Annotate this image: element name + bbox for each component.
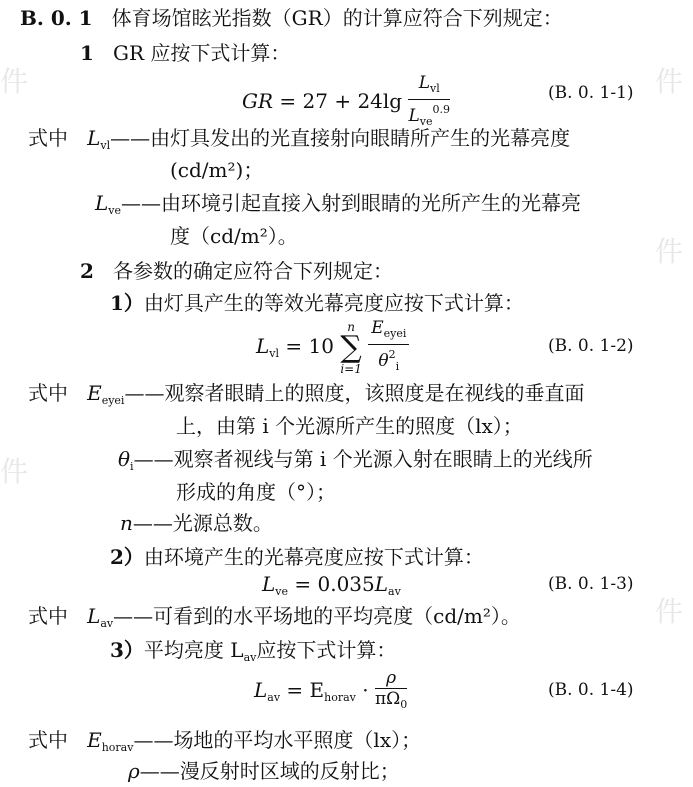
item-2-number: 2: [80, 259, 94, 283]
where1-desc2b: 度（cd/m²）。: [170, 224, 298, 248]
where1-desc1a: ——由灯具发出的光直接射向眼睛所产生的光幕亮度: [110, 126, 571, 150]
eq2-den-sup: 2: [388, 348, 396, 361]
where2-line3: [120, 510, 273, 536]
sub-item-2: [110, 544, 484, 570]
where2-desc1a: ——观察者眼睛上的照度，该照度是在视线的垂直面: [124, 381, 585, 405]
equation-2: [256, 316, 409, 384]
where2-sym1-sub: eyei: [101, 394, 125, 407]
where2-sym3: n: [120, 511, 133, 535]
watermark-right-3: 件: [655, 595, 684, 628]
eq4-tag: (B. 0. 1-4): [548, 680, 634, 700]
eq3-eq: = 0.035: [294, 572, 375, 596]
where2-desc3: ——光源总数。: [132, 511, 273, 535]
item-1: [80, 40, 290, 66]
eq2-lhs-sub: vl: [269, 347, 280, 360]
where3-label: 式中: [28, 604, 68, 628]
eq3-lhs-sub: ve: [275, 585, 289, 598]
eq3-rhs-sub: av: [388, 585, 401, 598]
sub-3-number: 3）: [110, 638, 144, 662]
section-number: B. 0. 1: [20, 6, 93, 30]
where3-sym1-sub: av: [100, 617, 114, 630]
sub-2-number: 2）: [110, 545, 144, 569]
item-2: [80, 258, 393, 284]
where2-desc2b: 形成的角度（°）；: [176, 480, 336, 504]
sub-3-text: 平均亮度 L: [143, 638, 244, 662]
where2-label: 式中: [28, 381, 68, 405]
eq4-lhs-sub: av: [267, 691, 281, 704]
item-2-text: 各参数的确定应符合下列规定：: [113, 259, 393, 283]
where4-label: 式中: [28, 728, 68, 752]
eq2-sum-top: n: [347, 319, 355, 334]
eq2-den-sub: i: [395, 360, 400, 373]
eq4-num: ρ: [386, 668, 397, 688]
where2-desc1b: 上，由第 i 个光源所产生的照度（lx）；: [176, 414, 523, 438]
eq3-rhs: L: [374, 572, 389, 596]
sub-2-text: 由环境产生的光幕亮度应按下式计算：: [143, 545, 484, 569]
where1-desc1b: (cd/m²)；: [170, 158, 264, 182]
eq1-den-sub: ve: [419, 115, 433, 128]
where1-label: 式中: [28, 126, 68, 150]
eq2-fraction: [368, 318, 409, 377]
eq2-lhs: L: [256, 334, 270, 358]
equation-3: [262, 571, 401, 605]
eq3-tag: (B. 0. 1-3): [548, 574, 634, 594]
sigma-symbol: ∑: [340, 329, 362, 365]
eq2-num: E: [371, 318, 384, 338]
where1-sym1-sub: vl: [100, 139, 111, 152]
watermark-left-1: 件: [0, 65, 29, 98]
eq2-den: θ: [378, 351, 389, 371]
equation-4: [254, 668, 407, 720]
where2-sym2: θ: [118, 447, 131, 471]
where3-line1: [28, 603, 521, 637]
eq1-den: L: [408, 106, 420, 126]
where1-sym2-sub: ve: [108, 204, 122, 217]
where4-line1: [28, 727, 421, 761]
eq4-e-sub: horav: [324, 691, 356, 704]
where1-sym2: L: [95, 191, 109, 215]
eq3-lhs: L: [262, 572, 276, 596]
eq1-num: L: [418, 73, 430, 93]
where4-line2: [128, 758, 400, 784]
eq4-fraction: [375, 668, 407, 715]
where2-line1: [28, 380, 584, 414]
eq1-eq: = 27 + 24lg: [279, 89, 403, 113]
sub-3-text-tail: 应按下式计算：: [256, 638, 397, 662]
eq2-tag: (B. 0. 1-2): [548, 336, 634, 356]
eq2-sum: [340, 321, 362, 375]
where1-sym1: L: [87, 126, 101, 150]
item-1-text: GR 应按下式计算：: [113, 41, 291, 65]
watermark-right-1: 件: [655, 65, 684, 98]
eq1-tag: (B. 0. 1-1): [548, 83, 634, 103]
sub-3-text-sub: av: [243, 651, 257, 664]
eq1-num-sub: vl: [430, 82, 440, 95]
section-title: 体育场馆眩光指数（GR）的计算应符合下列规定：: [111, 6, 563, 30]
where4-desc1a: ——场地的平均水平照度（lx）；: [133, 728, 422, 752]
where2-sym2-sub: i: [130, 460, 134, 473]
eq1-fraction: [408, 73, 450, 132]
where3-desc1a: ——可看到的水平场地的平均亮度（cd/m²）。: [113, 604, 521, 628]
where2-desc2a: ——观察者视线与第 i 个光源入射在眼睛上的光线所: [133, 447, 593, 471]
watermark-left-2: 件: [0, 455, 29, 488]
where1-line1: [28, 125, 570, 159]
where3-sym1: L: [87, 604, 101, 628]
eq4-den: πΩ: [374, 689, 401, 709]
where1-desc2a: ——由环境引起直接入射到眼睛的光所产生的光幕亮: [121, 191, 582, 215]
item-1-number: 1: [80, 41, 94, 65]
where4-sym1-sub: horav: [101, 741, 134, 754]
equation-1: [242, 73, 450, 132]
watermark-right-2: 件: [655, 235, 684, 268]
eq1-lhs: GR: [242, 89, 274, 113]
where4-desc2a: ——漫反射时区域的反射比；: [139, 759, 400, 783]
eq2-eq: = 10: [285, 334, 334, 358]
eq2-sum-bottom: i=1: [340, 361, 362, 376]
eq4-den-sub: 0: [400, 698, 408, 711]
eq2-num-sub: eyei: [383, 327, 407, 340]
sub-item-3: [110, 637, 396, 671]
sub-item-1: [110, 290, 524, 316]
eq4-eq: = E: [286, 678, 325, 702]
where4-sym2: ρ: [128, 759, 140, 783]
sub-1-number: 1）: [110, 291, 144, 315]
where2-sym1: E: [87, 381, 102, 405]
section-heading: [20, 5, 563, 31]
eq4-dot: ·: [355, 678, 375, 702]
sub-1-text: 由灯具产生的等效光幕亮度应按下式计算：: [143, 291, 524, 315]
where2-line2: [118, 446, 593, 480]
where1-line2: [95, 190, 581, 224]
eq4-lhs: L: [254, 678, 268, 702]
eq1-den-sup: 0.9: [432, 103, 450, 116]
where4-sym1: E: [87, 728, 102, 752]
